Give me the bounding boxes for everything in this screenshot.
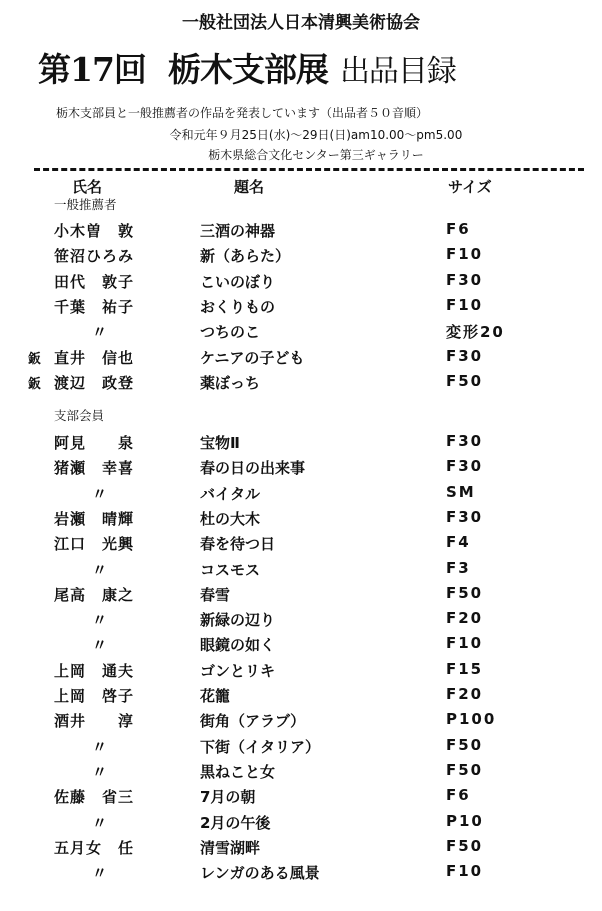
entry-title: ゴンとリキ <box>200 661 276 680</box>
entry-name: 笹沼ひろみ <box>54 247 135 266</box>
entry-name: 江口 光興 <box>54 535 135 554</box>
column-header-name: 氏名 <box>72 178 103 196</box>
entry-size: F6 <box>446 786 471 805</box>
entry-name: 酒井 淳 <box>54 712 135 731</box>
entry-mark: 鈑 <box>28 351 42 367</box>
organization-name: 一般社団法人日本清興美術協会 <box>182 13 420 33</box>
entry-size: F4 <box>446 533 471 552</box>
entry-title: バイタル <box>200 484 261 503</box>
entry-name: 〃 <box>92 560 109 579</box>
column-header-size: サイズ <box>448 178 492 196</box>
column-header-title: 題名 <box>234 178 265 196</box>
entry-size: F3 <box>446 558 471 577</box>
entry-name: 〃 <box>92 864 109 883</box>
entry-title: ケニアの子ども <box>200 348 305 367</box>
entry-name: 小木曽 敦 <box>54 222 135 240</box>
entry-name: 〃 <box>92 636 109 655</box>
entry-title: 下街（イタリア） <box>200 737 321 756</box>
entry-name: 佐藤 省三 <box>54 788 135 807</box>
entry-name: 上岡 啓子 <box>54 687 135 705</box>
entry-name: 〃 <box>92 813 109 832</box>
exhibition-venue: 栃木県総合文化センター第三ギャラリー <box>208 148 424 162</box>
entry-size: F50 <box>446 836 484 855</box>
exhibition-dates: 令和元年９月25日(水)～29日(日)am10.00～pm5.00 <box>169 128 463 142</box>
entry-size: P100 <box>446 710 497 729</box>
description: 栃木支部員と一般推薦者の作品を発表しています（出品者５０音順） <box>56 106 429 120</box>
entry-name: 岩瀬 晴輝 <box>54 509 135 528</box>
entry-name: 〃 <box>92 611 109 630</box>
entry-size: F20 <box>446 685 484 703</box>
entry-name: 猪瀬 幸喜 <box>54 459 135 478</box>
entry-size: F50 <box>446 735 484 754</box>
entry-size: F30 <box>446 507 484 526</box>
entry-title: こいのぼり <box>200 272 276 291</box>
entry-title: 眼鏡の如く <box>200 636 276 655</box>
entry-size: F10 <box>446 295 484 314</box>
entry-name: 渡辺 政登 <box>54 373 135 392</box>
entry-name: 阿見 泉 <box>54 434 135 452</box>
entry-name: 〃 <box>92 323 109 342</box>
entry-title: レンガのある風景 <box>200 864 320 883</box>
entry-mark: 鈑 <box>28 376 42 392</box>
entry-size: F30 <box>446 346 484 365</box>
entry-size: P10 <box>446 811 484 830</box>
entry-size: F50 <box>446 760 484 779</box>
entry-title: 花籠 <box>200 687 231 705</box>
exhibition-title <box>38 44 456 91</box>
entry-title: 宝物Ⅱ <box>200 434 240 452</box>
section-label: 支部会員 <box>54 408 105 423</box>
entry-name: 尾高 康之 <box>54 585 135 604</box>
entry-title: コスモス <box>200 560 261 579</box>
entry-size: F6 <box>446 220 471 238</box>
entry-title: 新緑の辺り <box>200 611 276 630</box>
entry-name: 上岡 通夫 <box>54 661 135 680</box>
title-edition: 第17回 <box>38 50 146 89</box>
entry-size: F30 <box>446 270 484 289</box>
entry-size: F10 <box>446 634 484 653</box>
entry-name: 〃 <box>92 484 109 503</box>
entry-name: 田代 敦子 <box>54 272 135 291</box>
entry-title: 清雪湖畔 <box>200 838 261 857</box>
entry-title: 春を待つ日 <box>200 535 276 554</box>
section-label: 一般推薦者 <box>54 197 117 212</box>
dashed-divider <box>34 168 584 171</box>
entry-title: 春雪 <box>200 585 231 604</box>
entry-title: 7月の朝 <box>200 788 256 807</box>
entry-size: F15 <box>446 659 484 678</box>
entry-name: 千葉 祐子 <box>54 297 135 316</box>
entry-size: F50 <box>446 371 484 390</box>
entry-title: 春の日の出来事 <box>200 459 306 478</box>
entry-title: おくりもの <box>200 297 276 316</box>
entry-title: 黒ねこと女 <box>200 762 276 781</box>
entry-size: F20 <box>446 609 484 628</box>
entry-size: 変形20 <box>446 323 505 342</box>
entry-title: 2月の午後 <box>200 813 271 832</box>
entry-name: 〃 <box>92 737 109 756</box>
entry-size: F50 <box>446 583 484 602</box>
entry-name: 直井 信也 <box>54 348 135 367</box>
entry-size: SM <box>446 482 476 501</box>
entry-title: 杜の大木 <box>200 509 261 528</box>
entry-title: 新（あらた） <box>200 247 291 266</box>
entry-title: 薬ぼっち <box>200 373 261 392</box>
entry-name: 五月女 任 <box>54 838 135 857</box>
entry-size: F10 <box>446 245 484 264</box>
entry-title: 街角（アラブ） <box>200 712 306 731</box>
entry-size: F30 <box>446 432 484 450</box>
entry-title: つちのこ <box>200 323 261 342</box>
entry-size: F10 <box>446 862 484 881</box>
entry-title: 三酒の神器 <box>200 222 276 240</box>
title-branch: 栃木支部展 <box>167 50 328 89</box>
title-sub: 出品目録 <box>339 54 456 89</box>
entry-size: F30 <box>446 457 484 476</box>
entry-name: 〃 <box>92 762 109 781</box>
